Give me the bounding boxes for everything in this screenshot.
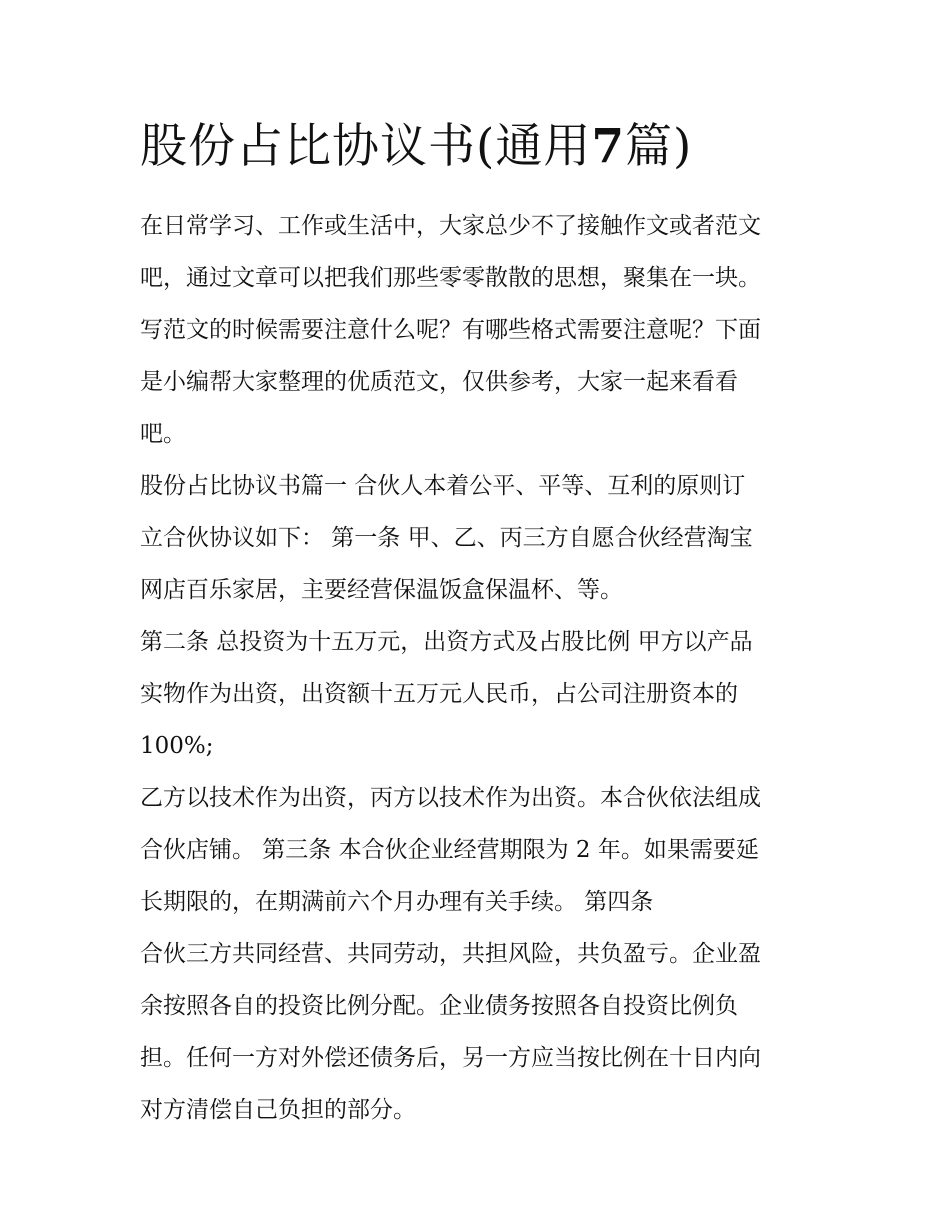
text-line: 合伙店铺。 第三条 本合伙企业经营期限为 2 年。如果需要延 [140, 837, 759, 863]
text-line: 吧。 [140, 421, 186, 447]
text-line: 吧，通过文章可以把我们那些零零散散的思想，聚集在一块。 [140, 265, 761, 291]
paragraph-intro [140, 200, 820, 460]
text-line: 实物作为出资，出资额十五万元人民币，占公司注册资本的 [140, 681, 738, 707]
text-line: 长期限的，在期满前六个月办理有关手续。 第四条 [140, 889, 654, 915]
paragraph-article-four [140, 928, 820, 1136]
text-line: 是小编帮大家整理的优质范文，仅供参考，大家一起来看看 [140, 369, 738, 395]
text-line: 第二条 总投资为十五万元，出资方式及占股比例 甲方以产品 [140, 629, 753, 655]
paragraph-article-three [140, 772, 820, 928]
text-line: 写范文的时候需要注意什么呢？有哪些格式需要注意呢？下面 [140, 317, 761, 343]
text-line: 合伙三方共同经营、共同劳动，共担风险，共负盈亏。企业盈 [140, 941, 761, 967]
title-prefix: 股份占比协议书(通用 [140, 119, 592, 174]
title-number: 7 [591, 119, 626, 174]
paragraph-article-two [140, 616, 820, 772]
document-page [140, 112, 820, 1136]
paragraph-article-one [140, 460, 820, 616]
text-line: 乙方以技术作为出资，丙方以技术作为出资。本合伙依法组成 [140, 785, 761, 811]
text-line: 立合伙协议如下： 第一条 甲、乙、丙三方自愿合伙经营淘宝 [140, 525, 753, 551]
text-line: 100%; [140, 733, 214, 759]
title-suffix: 篇) [625, 119, 693, 174]
text-line: 担。任何一方对外偿还债务后，另一方应当按比例在十日内向 [140, 1045, 761, 1071]
text-line: 余按照各自的投资比例分配。企业债务按照各自投资比例负 [140, 993, 738, 1019]
text-line: 网店百乐家居，主要经营保温饭盒保温杯、等。 [140, 577, 623, 603]
text-line: 对方清偿自己负担的部分。 [140, 1097, 416, 1123]
text-line: 股份占比协议书篇一 合伙人本着公平、平等、互利的原则订 [140, 473, 746, 499]
text-line: 在日常学习、工作或生活中，大家总少不了接触作文或者范文 [140, 213, 761, 239]
page-title [140, 112, 820, 182]
